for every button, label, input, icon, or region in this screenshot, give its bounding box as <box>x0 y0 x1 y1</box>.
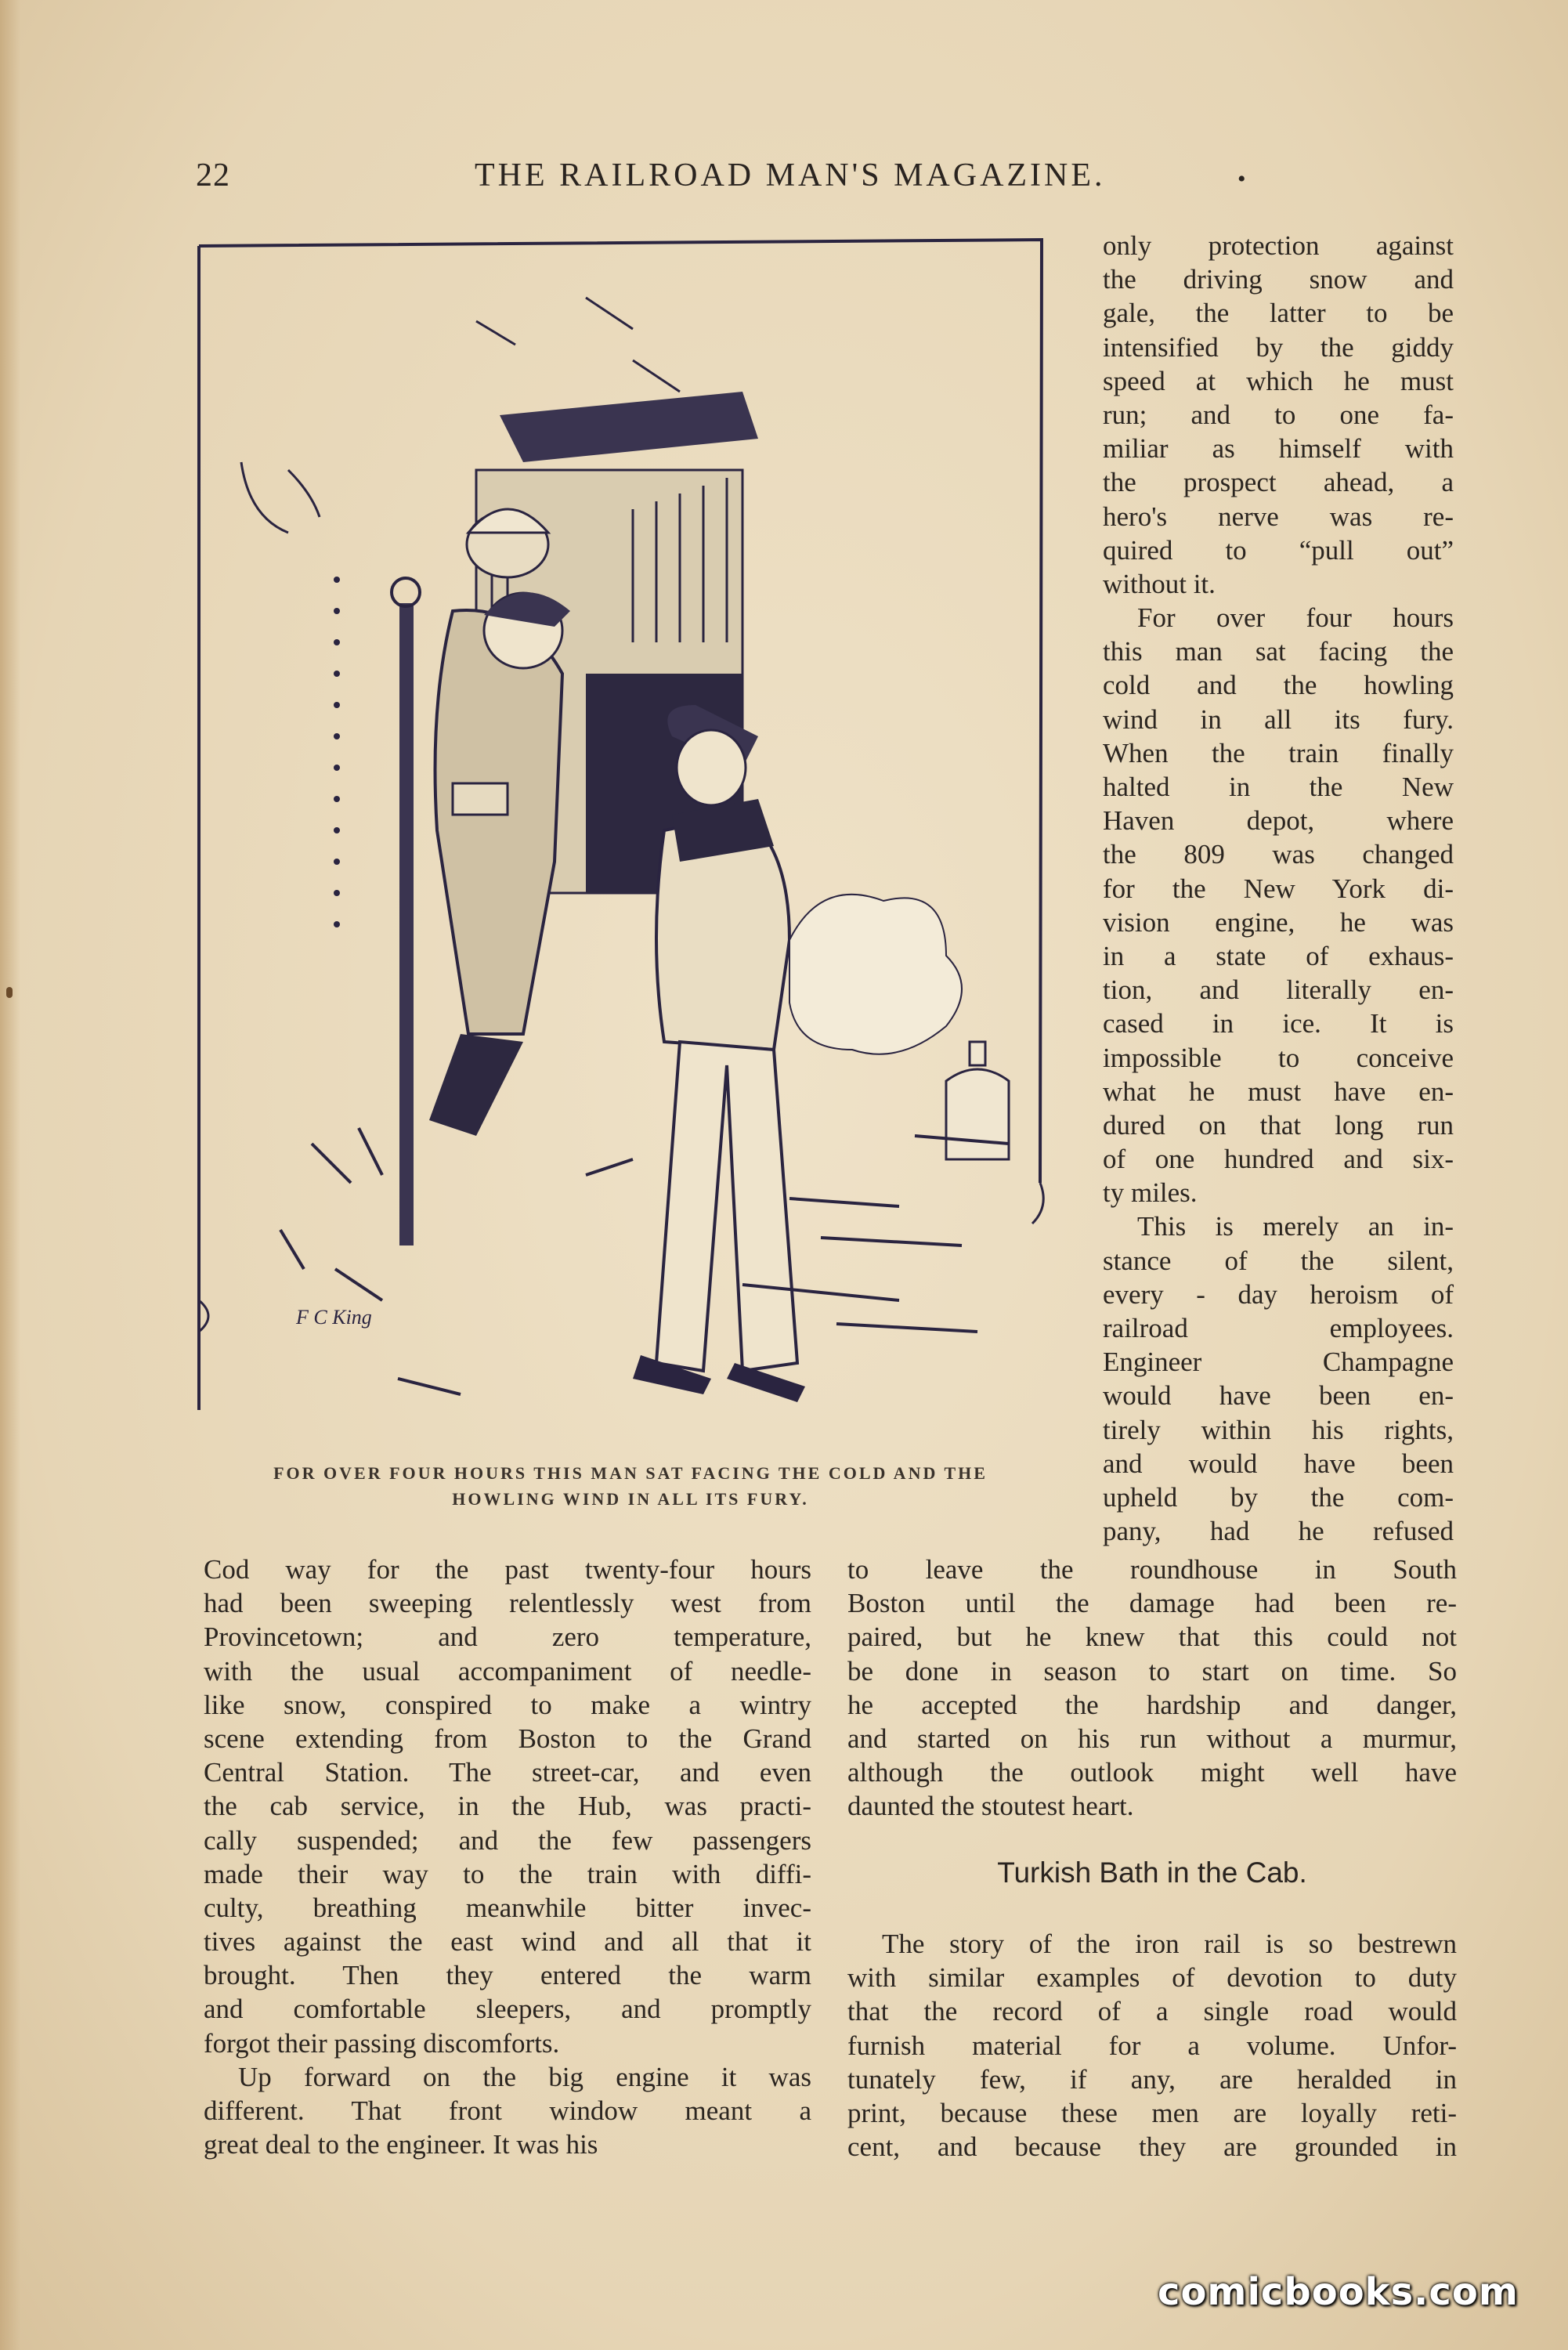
text-line: upheld by the com- <box>1103 1481 1454 1513</box>
text-line: cold and the howling <box>1103 670 1454 701</box>
text-line: tives against the east wind and all that it <box>204 1926 811 1958</box>
text-line: this man sat facing the <box>1103 636 1454 667</box>
text-line: the driving snow and <box>1103 264 1454 295</box>
text-line: different. That front window meant a <box>204 2095 811 2126</box>
text-line: tunately few, if any, are heralded in <box>847 2063 1457 2095</box>
text-line: halted in the New <box>1103 772 1454 802</box>
running-title: THE RAILROAD MAN'S MAGAZINE. <box>475 157 1106 193</box>
text-line: wind in all its fury. <box>1103 703 1454 735</box>
text-line: For over four hours <box>1137 602 1454 634</box>
illustration-svg <box>194 235 1045 1426</box>
text-line: quired to “pull out” <box>1103 534 1454 566</box>
text-line: would have been en- <box>1103 1380 1454 1412</box>
text-line: in a state of exhaus- <box>1103 940 1454 971</box>
text-line: like snow, conspired to make a wintry <box>204 1689 811 1720</box>
text-line: run; and to one fa- <box>1103 399 1454 430</box>
text-line: and comfortable sleepers, and promptly <box>204 1994 811 2025</box>
artist-signature: F C King <box>296 1306 372 1329</box>
text-line: impossible to conceive <box>1103 1042 1454 1073</box>
text-line: without it. <box>1103 568 1216 599</box>
grab-rail <box>399 603 414 1246</box>
text-line: every - day heroism of <box>1103 1278 1454 1310</box>
rivets <box>334 577 340 927</box>
text-line: the 809 was changed <box>1103 839 1454 870</box>
text-line: forgot their passing discomforts. <box>204 2027 560 2059</box>
text-line: brought. Then they entered the warm <box>204 1960 811 1991</box>
text-line: tirely within his rights, <box>1103 1414 1454 1445</box>
right-column-continued-text <box>847 1553 1457 1824</box>
text-line: made their way to the train with diffi- <box>204 1858 811 1889</box>
text-line: stance of the silent, <box>1103 1245 1454 1276</box>
illustration-caption <box>196 1460 1065 1512</box>
section-subheading: Turkish Bath in the Cab. <box>997 1856 1307 1889</box>
text-line: cased in ice. It is <box>1103 1008 1454 1039</box>
right-column-section-text <box>847 1927 1457 2164</box>
text-line: be done in season to start on time. So <box>847 1655 1457 1687</box>
text-line: with similar examples of devotion to duty <box>847 1962 1457 1994</box>
text-line: although the outlook might well have <box>847 1757 1457 1788</box>
page-blemish <box>6 987 13 998</box>
text-line: paired, but he knew that this could not <box>847 1622 1457 1653</box>
engraving-illustration <box>194 235 1045 1426</box>
text-line: railroad employees. <box>1103 1313 1454 1343</box>
text-line: for the New York di- <box>1103 873 1454 904</box>
text-line: Provincetown; and zero temperature, <box>204 1622 811 1653</box>
text-line: The story of the iron rail is so bestrewn <box>882 1929 1457 1959</box>
right-column-top-text <box>1103 229 1454 1548</box>
text-line: he accepted the hardship and danger, <box>847 1689 1457 1720</box>
grab-rail-knob <box>392 578 420 606</box>
text-line: intensified by the giddy <box>1103 331 1454 363</box>
text-line: print, because these men are loyally reti- <box>847 2097 1457 2128</box>
frame-curl <box>1032 1183 1043 1224</box>
text-line: vision engine, he was <box>1103 906 1454 938</box>
text-line: Cod way for the past twenty-four hours <box>204 1554 811 1585</box>
watermark-logo: comicbooks.com <box>1158 2270 1519 2314</box>
text-line: This is merely an in- <box>1137 1211 1454 1242</box>
text-line: scene extending from Boston to the Grand <box>204 1723 811 1754</box>
text-line: daunted the stoutest heart. <box>847 1791 1134 1822</box>
text-line: Haven depot, where <box>1103 805 1454 837</box>
text-line: dured on that long run <box>1103 1109 1454 1141</box>
steam-cloud <box>789 895 962 1054</box>
text-line: with the usual accompaniment of needle- <box>204 1655 811 1687</box>
text-line: tion, and literally en- <box>1103 974 1454 1006</box>
engineer-figure <box>429 592 570 1136</box>
left-column-text <box>204 1553 811 2161</box>
text-line: had been sweeping relentlessly west from <box>204 1588 811 1619</box>
page-number: 22 <box>196 157 230 193</box>
text-line: Up forward on the big engine it was <box>238 2061 811 2092</box>
text-line: that the record of a single road would <box>847 1996 1457 2027</box>
caption-line-2: HOWLING WIND IN ALL ITS FURY. <box>452 1489 809 1509</box>
text-line: ty miles. <box>1103 1177 1198 1209</box>
text-line: pany, had he refused <box>1103 1516 1454 1547</box>
text-line: and would have been <box>1103 1448 1454 1479</box>
text-line: of one hundred and six- <box>1103 1144 1454 1175</box>
ground-strokes <box>280 1128 1009 1394</box>
text-line: cent, and because they are grounded in <box>847 2131 1457 2163</box>
page-header <box>196 157 1465 204</box>
text-line: speed at which he must <box>1103 365 1454 396</box>
text-line: furnish material for a volume. Unfor- <box>847 2030 1457 2061</box>
cab-roof <box>500 392 758 462</box>
text-line: the prospect ahead, a <box>1103 467 1454 498</box>
text-line: miliar as himself with <box>1103 433 1454 465</box>
text-line: Central Station. The street-car, and even <box>204 1757 811 1788</box>
text-line: great deal to the engineer. It was his <box>204 2129 598 2160</box>
page-edge-shadow <box>0 0 20 2350</box>
text-line: only protection against <box>1103 230 1454 261</box>
header-mark: • <box>1237 166 1246 192</box>
caption-line-1: FOR OVER FOUR HOURS THIS MAN SAT FACING THE COLD AND THE <box>273 1463 988 1483</box>
text-line: the cab service, in the Hub, was practi- <box>204 1791 811 1822</box>
text-line: cally suspended; and the few passengers <box>204 1824 811 1856</box>
text-line: gale, the latter to be <box>1103 298 1454 329</box>
text-line: hero's nerve was re- <box>1103 501 1454 532</box>
text-line: Engineer Champagne <box>1103 1347 1454 1378</box>
text-line: and started on his run without a murmur, <box>847 1723 1457 1754</box>
text-line: When the train finally <box>1103 737 1454 768</box>
text-line: what he must have en- <box>1103 1076 1454 1107</box>
text-line: culty, breathing meanwhile bitter invec- <box>204 1892 811 1923</box>
text-line: to leave the roundhouse in South <box>847 1554 1457 1585</box>
text-line: Boston until the damage had been re- <box>847 1588 1457 1619</box>
